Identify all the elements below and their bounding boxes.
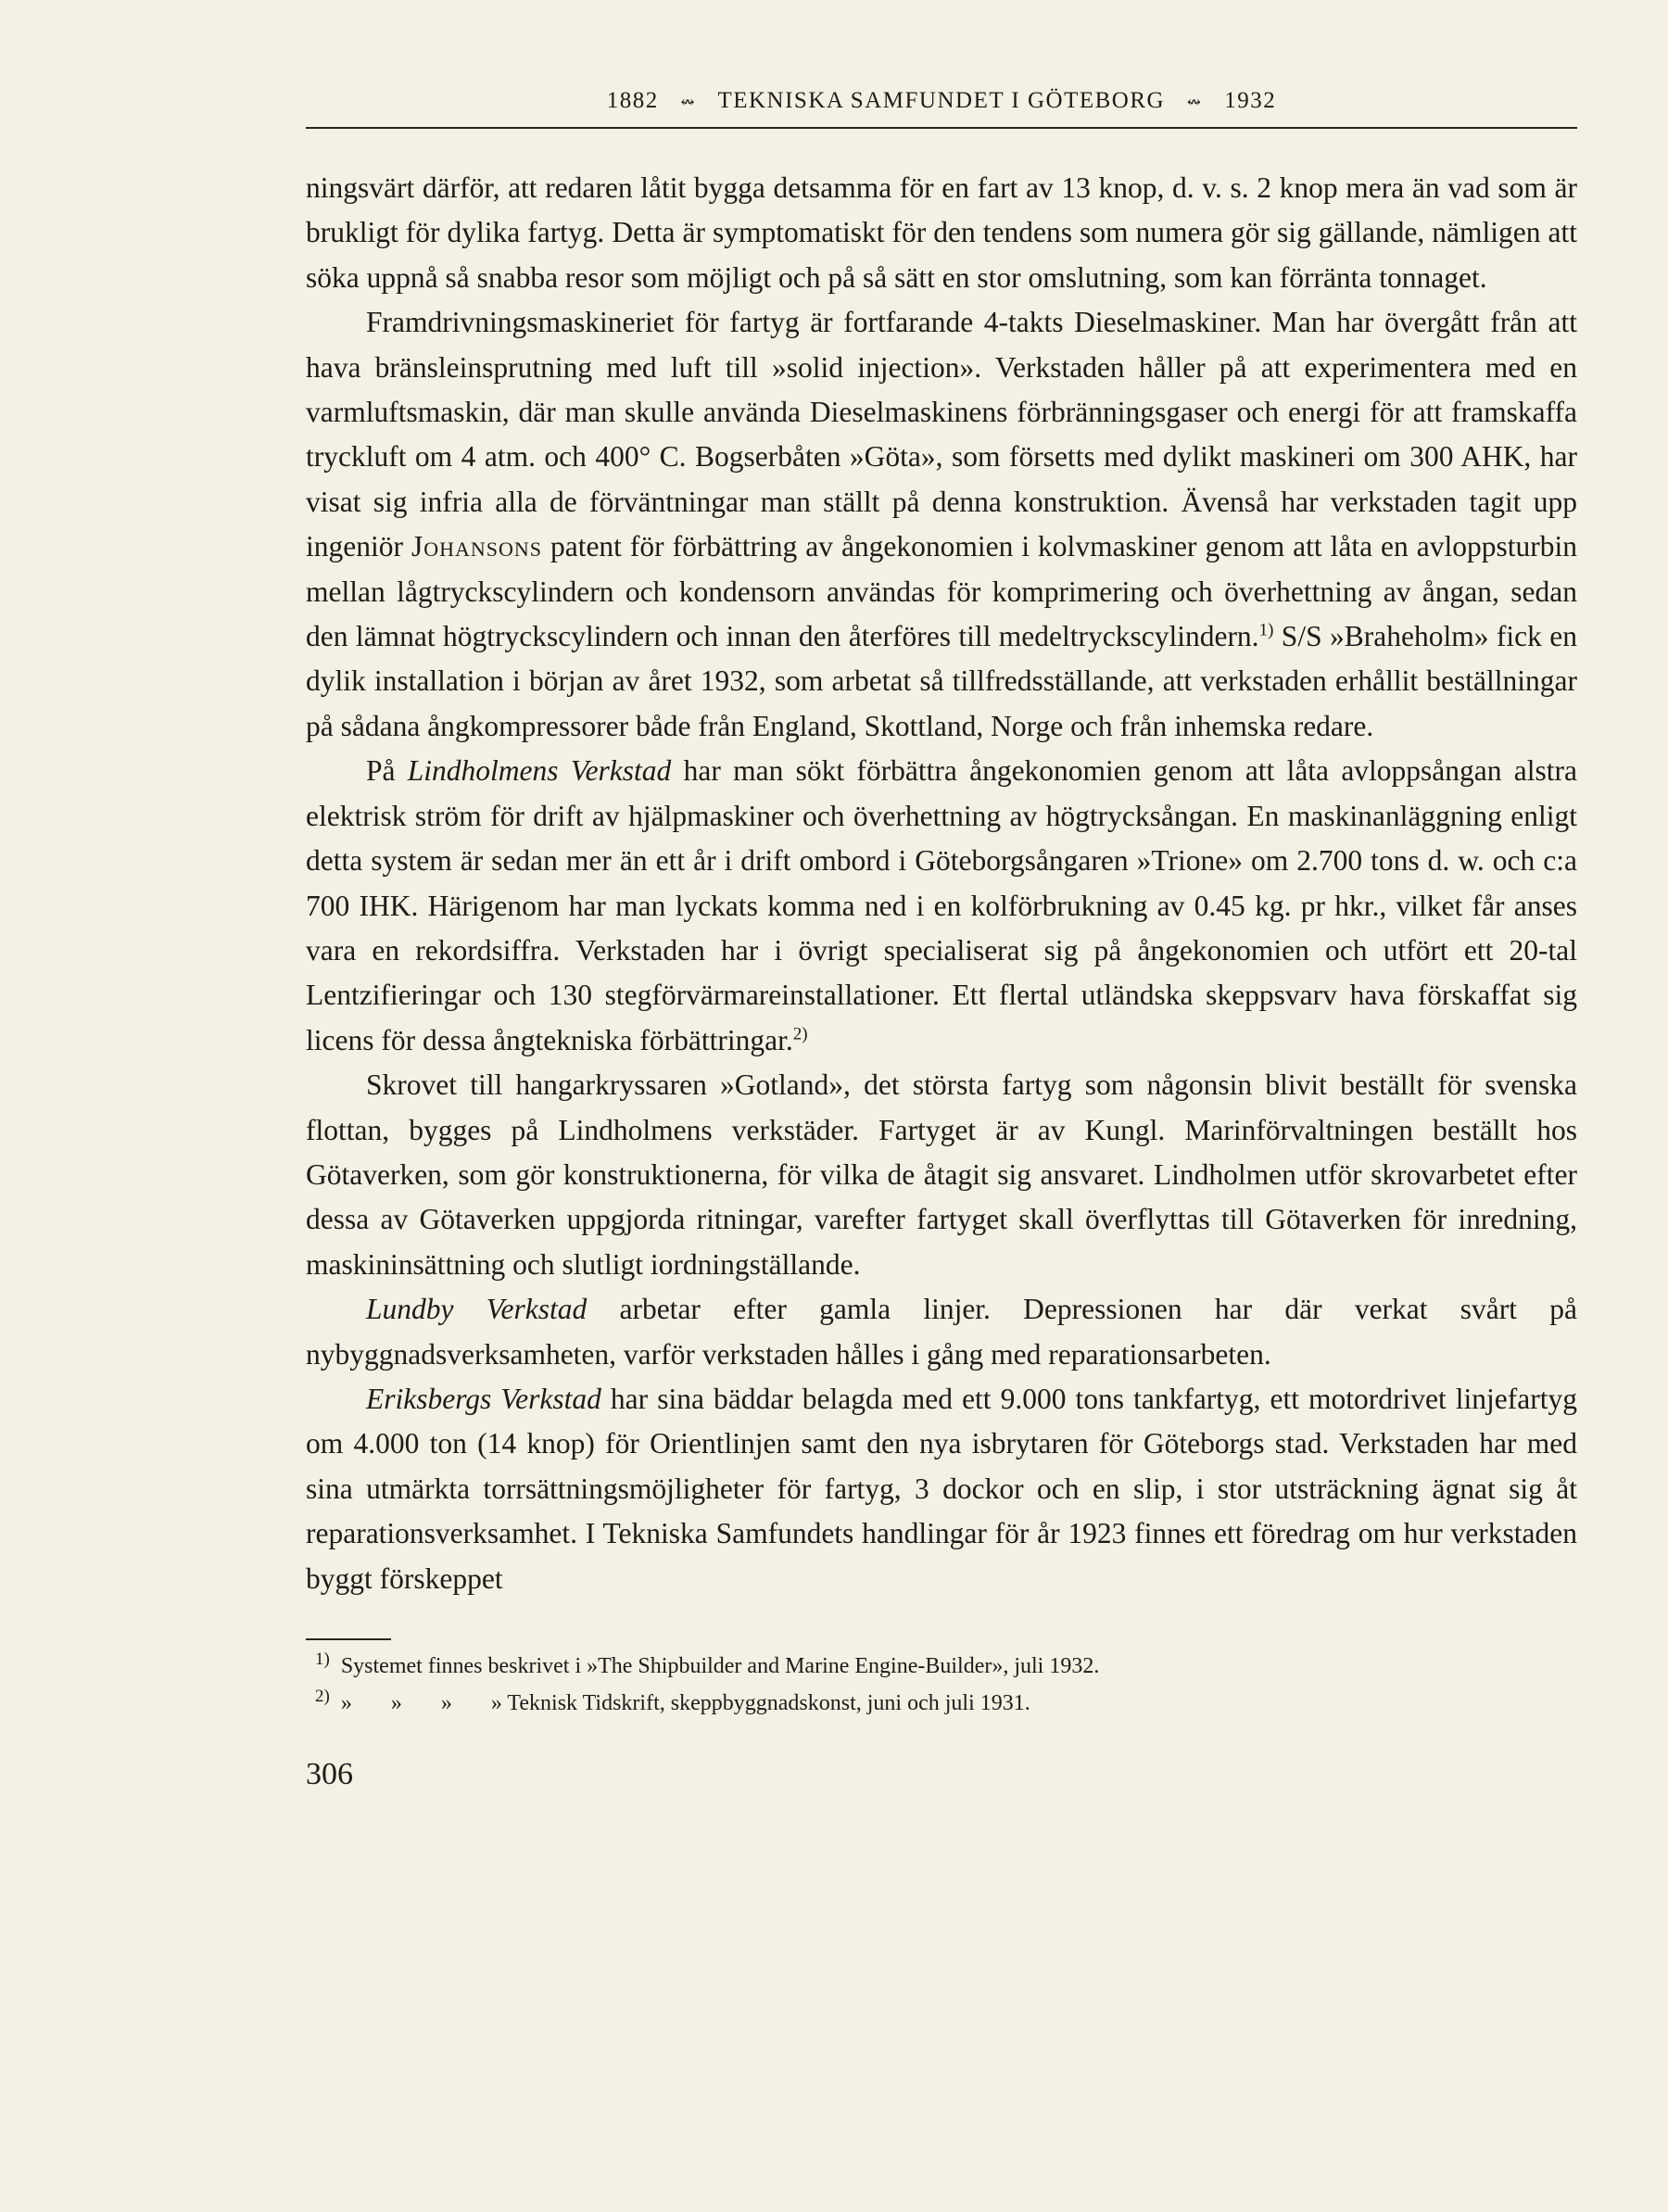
footnote-mark: 1) bbox=[315, 1650, 330, 1669]
shipyard-name: Eriksbergs Verkstad bbox=[366, 1382, 601, 1415]
footnote-text: » » » » Teknisk Tidskrift, skeppbyggnadskonst, juni och juli 1931. bbox=[340, 1691, 1030, 1715]
footnotes bbox=[306, 1638, 1577, 1722]
paragraph-2-part-b: patent för förbättring av ångekonomien i kolvmaskiner genom att låta en avloppsturbin mellan lågtryckscylindern och kondensorn användas för komprimering och överhettning av ångan, sedan den lämnat högtryckscylindern och innan den återföres till medeltryckscylindern. bbox=[306, 530, 1577, 653]
header-title: TEKNISKA SAMFUNDET I GÖTEBORG bbox=[717, 88, 1166, 113]
paragraph-3 bbox=[306, 749, 1577, 1063]
paragraph-5 bbox=[306, 1287, 1577, 1377]
header-year-start: 1882 bbox=[606, 88, 659, 113]
footnote-text: Systemet finnes beskrivet i »The Shipbuilder and Marine Engine-Builder», juli 1932. bbox=[340, 1654, 1100, 1678]
paragraph-3-lead: På bbox=[366, 754, 408, 788]
footnote-1 bbox=[306, 1648, 1577, 1685]
body-text bbox=[306, 166, 1577, 1601]
footnote-ref-1: 1) bbox=[1258, 620, 1274, 640]
paragraph-2 bbox=[306, 300, 1577, 749]
paragraph-3-text: har man sökt förbättra ångekonomien genom att låta avloppsångan alstra elektrisk ström för drift av hjälpmaskiner och överhettning av högtrycksångan. En maskinanläggning enligt detta system är sedan mer än ett år i drift ombord i Göteborgsångaren »Trione» om 2.700 tons d. w. och c:a 700 IHK. Härigenom har man lyckats komma ned i en kolförbrukning av 0.45 kg. pr hkr., vilket får anses vara en rekordsiffra. Verkstaden har i övrigt specialiserat sig på ångekonomien och utfört ett 20-tal Lentzifieringar och 130 stegförvärmareinstallationer. Ett flertal utländska skeppsvarv hava förskaffat sig licens för dessa ångtekniska förbättringar. bbox=[306, 754, 1578, 1056]
header-year-end: 1932 bbox=[1224, 88, 1277, 113]
paragraph-5-text: arbetar efter gamla linjer. Depressionen har där verkat svårt på nybyggnadsverksamheten, varför verkstaden hålles i gång med reparationsarbeten. bbox=[306, 1293, 1577, 1371]
paragraph-1: ningsvärt därför, att redaren låtit bygga detsamma för en fart av 13 knop, d. v. s. 2 knop mera än vad som är brukligt för dylika fartyg. Detta är symptomatiskt för den tendens som numera gör sig gällande, nämligen att söka uppnå så snabba resor som möjligt och på så sätt en stor omslutning, som kan förränta tonnaget. bbox=[306, 171, 1577, 294]
person-name: Johansons bbox=[411, 530, 542, 563]
page bbox=[306, 88, 1577, 1792]
paragraph-4: Skrovet till hangarkryssaren »Gotland», det största fartyg som någonsin blivit beställt för svenska flottan, bygges på Lindholmens verkstäder. Fartyget är av Kungl. Marinförvaltningen beställt hos Götaverken, som gör konstruktionerna, för vilka de åtagit sig ansvaret. Lindholmen utför skrovarbetet efter dessa av Götaverken uppgjorda ritningar, varefter fartyget skall överflyttas till Götaverken för inredning, maskininsättning och slutligt iordningställande. bbox=[306, 1068, 1577, 1281]
shipyard-name: Lindholmens Verkstad bbox=[407, 754, 672, 788]
running-head bbox=[306, 88, 1577, 129]
paragraph-2-part-c: S/S »Braheholm» fick en dylik installation i början av året 1932, som arbetat så tillfredsställande, att verkstaden erhållit beställningar på sådana ångkompressorer både från England, Skottland, Norge och från inhemska redare. bbox=[306, 620, 1577, 742]
ornament-icon: ↭ bbox=[1186, 93, 1203, 111]
page-number: 306 bbox=[306, 1757, 353, 1791]
paragraph-6-text: har sina bäddar belagda med ett 9.000 tons tankfartyg, ett motordrivet linjefartyg om 4.000 ton (14 knop) för Orientlinjen samt den nya isbrytaren för Göteborgs stad. Verkstaden har med sina utmärkta torrsättningsmöjligheter för fartyg, 3 dockor och en slip, i stor utsträckning ägnat sig åt reparationsverksamhet. I Tekniska Samfundets handlingar för år 1923 finnes ett föredrag om hur verkstaden byggt förskeppet bbox=[306, 1382, 1578, 1595]
paragraph-6 bbox=[306, 1377, 1577, 1601]
shipyard-name: Lundby Verkstad bbox=[366, 1293, 588, 1326]
footnote-rule bbox=[306, 1638, 391, 1640]
footnote-2 bbox=[306, 1685, 1577, 1722]
paragraph-2-part-a: Framdrivningsmaskineriet för fartyg är fortfarande 4-takts Dieselmaskiner. Man har övergått från att hava bränsleinsprutning med luft till »solid injection». Verkstaden håller på att experimentera med en varmluftsmaskin, där man skulle använda Dieselmaskinens förbränningsgaser och energi för att framskaffa tryckluft om 4 atm. och 400° C. Bogserbåten »Göta», som försetts med dylikt maskineri om 300 AHK, har visat sig infria alla de förväntningar man ställt på denna konstruktion. Ävenså har verkstaden tagit upp ingeniör bbox=[306, 306, 1577, 563]
footnote-ref-2: 2) bbox=[792, 1024, 808, 1044]
footnote-mark: 2) bbox=[315, 1687, 330, 1706]
ornament-icon: ↭ bbox=[680, 93, 697, 111]
